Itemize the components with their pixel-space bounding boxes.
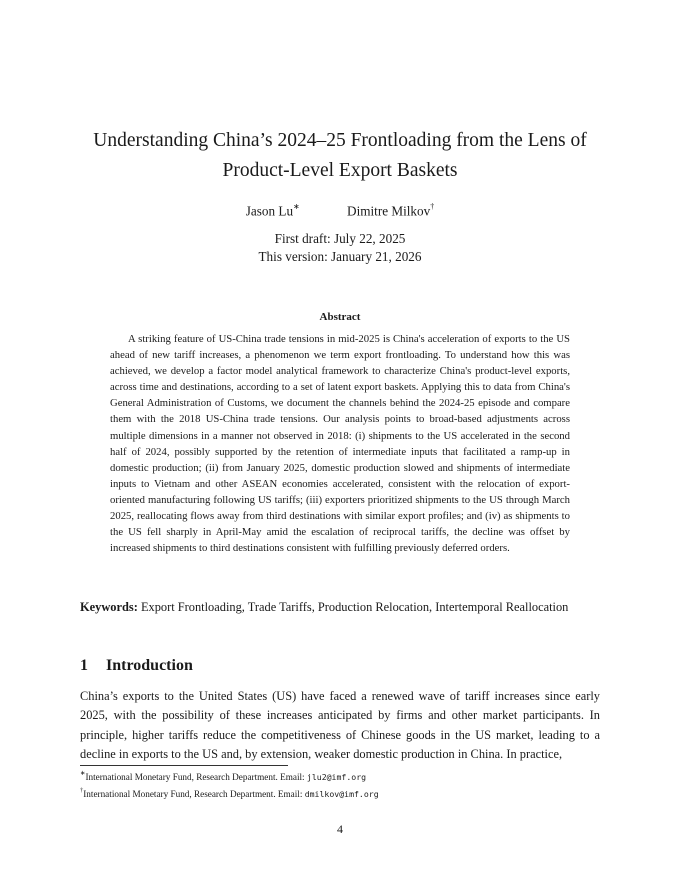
keywords: [80, 598, 600, 617]
footnote-2-text: International Monetary Fund, Research Department. Email:: [83, 788, 305, 799]
footnote-1-email: jlu2@imf.org: [306, 772, 367, 783]
section-heading: [80, 655, 193, 677]
abstract-heading: Abstract: [319, 311, 361, 323]
author-1-footnote-mark: ∗: [293, 202, 300, 211]
author-list: [0, 199, 680, 220]
footnote-2: [80, 785, 620, 802]
page-number: 4: [337, 822, 343, 836]
author-1: [246, 199, 300, 220]
keywords-label: Keywords:: [80, 600, 138, 614]
abstract-text: A striking feature of US-China trade tensions in mid-2025 is China's acceleration of exports to the US ahead of new tariff increases, a phenomenon we term export frontloading. To understand how this was achieved, we develop a factor model analytical framework to characterize China's product-level exports, across time and destinations, according to a set of latent export baskets. Applying this to data from China's General Administration of Customs, we document the channels behind the 2024-25 episode and compare them with the 2018 US-China trade tensions. Our analysis points to broad-based adjustments across multiple dimensions in a manner not observed in 2018: (i) shipments to the US accelerated in the second half of 2024, possibly supported by the retention of intermediate inputs that facilitated a ramp-up in domestic production; (ii) from January 2025, domestic production slowed and shipments of intermediate inputs to Vietnam and other ASEAN economies accelerated, consistent with the relocation of export-oriented manufacturing following US tariffs; (iii) exporters prioritized shipments to the US through March 2025, reallocating flows away from third destinations with similar export profiles; and (iv) as shipments to the US fell sharply in April-May amid the escalation of reciprocal tariffs, the decline was offset by increased shipments to third destinations consistent with fulfilling previously deferred orders.: [110, 333, 570, 555]
first-draft-date: First draft: July 22, 2025: [274, 231, 406, 246]
author-1-name: Jason Lu: [245, 203, 294, 219]
paper-title-line-1: Understanding China’s 2024–25 Frontloading from the Lens of: [93, 130, 587, 151]
footnote-2-mark: †: [80, 786, 84, 794]
author-2-name: Dimitre Milkov: [347, 203, 431, 219]
footnote-divider: [80, 765, 288, 766]
paper-title: [60, 126, 620, 186]
paper-title-line-2: Product-Level Export Baskets: [222, 160, 458, 181]
footnote-1-text: International Monetary Fund, Research Department. Email:: [85, 772, 307, 783]
author-2: [347, 199, 434, 220]
introduction-paragraph: China’s exports to the United States (US) have faced a renewed wave of tariff increases since early 2025, with the possibility of these increases anticipated by firms and other market participants. In principle, higher tariffs reduce the competitiveness of Chinese goods in the US market, leading to a decline in exports to the US and, by extension, weaker domestic production in China. In practice,: [80, 689, 600, 761]
footnote-2-email: dmilkov@imf.org: [304, 788, 379, 799]
footnote-1-mark: ∗: [80, 770, 86, 777]
section-title: Introduction: [106, 657, 193, 674]
date-block: [0, 230, 680, 266]
footnote-1: [80, 768, 620, 785]
author-2-footnote-mark: †: [430, 202, 435, 211]
section-number: 1: [80, 657, 88, 674]
keywords-text: Export Frontloading, Trade Tariffs, Production Relocation, Intertemporal Reallocation: [140, 600, 569, 614]
footnotes: [80, 768, 620, 801]
this-version-date: This version: January 21, 2026: [258, 249, 422, 264]
